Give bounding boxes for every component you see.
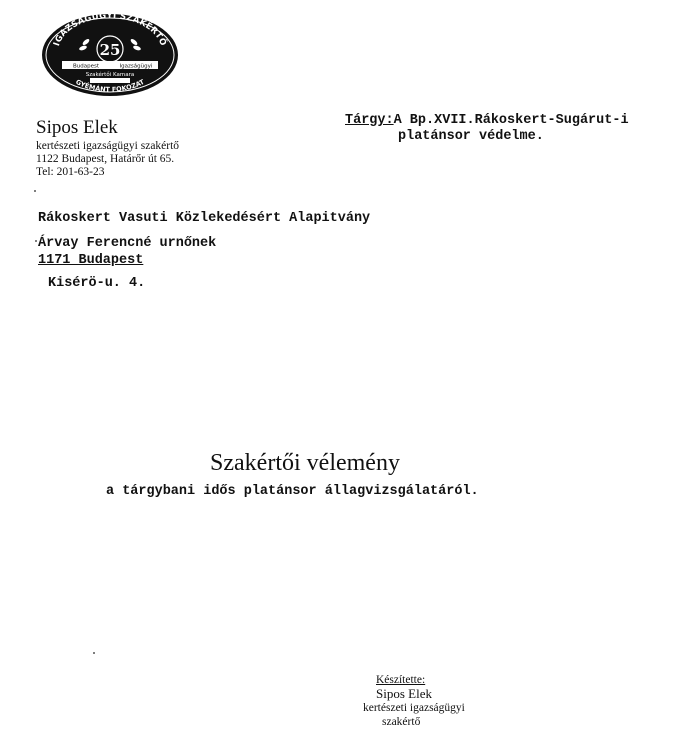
- scan-speck: [34, 190, 36, 192]
- document-subtitle: a tárgybani idős platánsor állagvizsgálatáról.: [106, 484, 479, 499]
- subject-text-continued: platánsor védelme.: [398, 129, 544, 144]
- prepared-by-name: Sipos Elek: [376, 686, 432, 701]
- expert-stamp: [40, 12, 180, 98]
- stamp-top-text: IGAZSÁGÜGYI SZAKÉRTŐ: [51, 12, 169, 48]
- prepared-by-profession: kertészeti igazságügyi: [363, 702, 465, 714]
- subject-text: A Bp.XVII.Rákoskert-Sugárut-i: [393, 113, 629, 128]
- addressee-city: [38, 253, 143, 269]
- addressee-city-text: 1171 Budapest: [38, 253, 144, 268]
- stamp-bottom-text: GYÉMÁNT FOKOZAT: [74, 77, 146, 94]
- sender-address: 1122 Budapest, Határőr út 65.: [36, 153, 175, 165]
- addressee-street: Kisérö-u. 4.: [48, 276, 146, 291]
- addressee-person: Árvay Ferencné urnőnek: [38, 236, 217, 251]
- stamp-band-left: Budapest: [72, 63, 100, 70]
- stamp-graphic: [40, 12, 180, 98]
- document-title: [0, 449, 610, 477]
- sender-profession: kertészeti igazságügyi szakértő: [36, 140, 180, 152]
- subject-line: [345, 113, 629, 129]
- sender-phone: Tel: 201-63-23: [36, 166, 105, 178]
- addressee-organization: Rákoskert Vasuti Közlekedésért Alapitvány: [38, 211, 371, 226]
- document-title-text: Szakértői vélemény: [210, 450, 400, 476]
- stamp-band-right: Igazságügyi: [119, 63, 153, 70]
- scan-speck: [93, 652, 95, 654]
- prepared-by-label: Készítette:: [376, 674, 426, 686]
- stamp-chamber: Szakértői Kamara: [85, 72, 135, 78]
- stamp-number: 25: [99, 41, 121, 59]
- scan-speck: [35, 240, 37, 242]
- subject-label: Tárgy:: [345, 113, 394, 128]
- sender-name: Sipos Elek: [36, 117, 118, 138]
- prepared-by-profession-cont: szakértő: [382, 716, 421, 728]
